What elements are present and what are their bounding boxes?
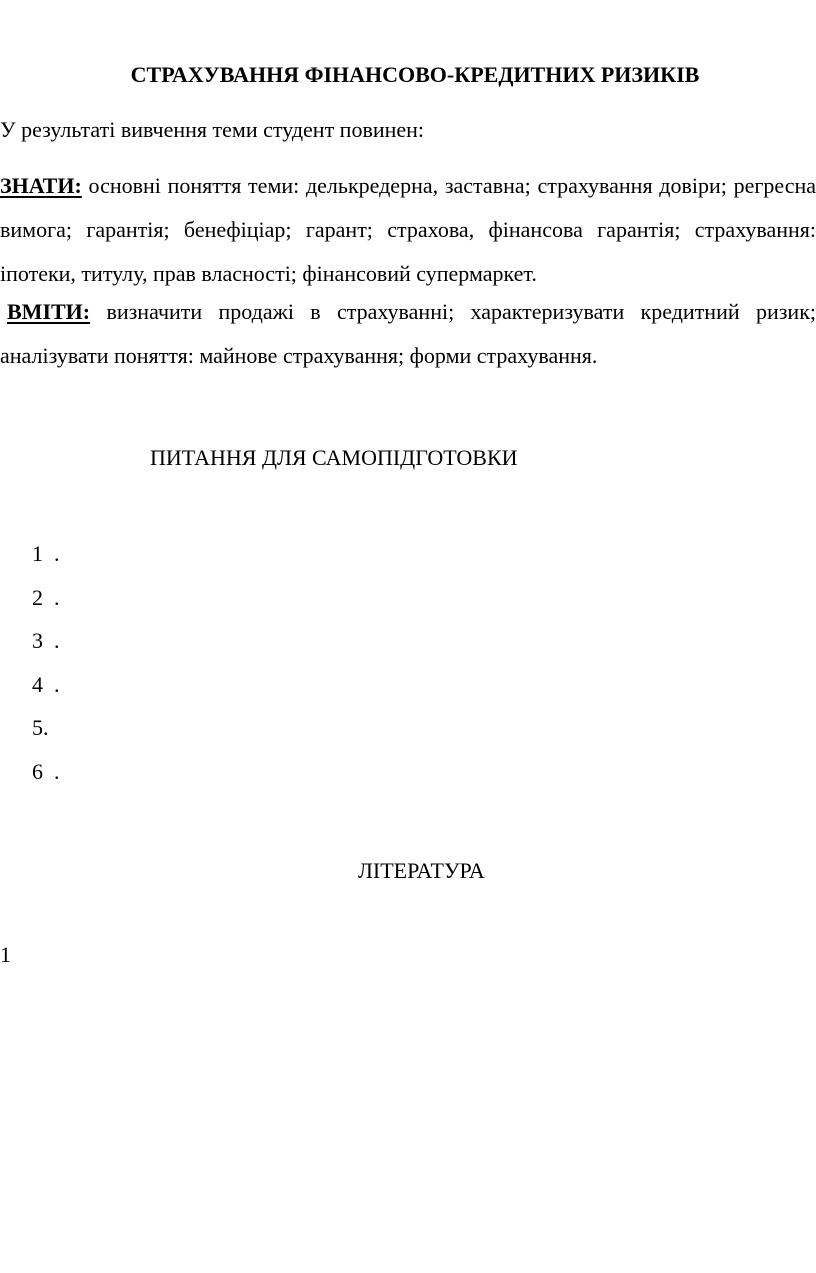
able-text: визначити продажі в страхуванні; характеризувати кредитний ризик; аналізувати поняття: майнове страхування; форми страхування.	[0, 299, 816, 368]
know-paragraph	[0, 164, 816, 296]
able-label: ВМІТИ:	[7, 299, 91, 324]
question-item: 3 .	[32, 628, 60, 654]
questions-heading: ПИТАННЯ ДЛЯ САМОПІДГОТОВКИ	[150, 445, 518, 470]
literature-item: 1	[0, 942, 11, 967]
question-item: 5.	[32, 715, 49, 741]
questions-list	[32, 539, 60, 801]
document-title: СТРАХУВАННЯ ФІНАНСОВО-КРЕДИТНИХ РИЗИКІВ	[130, 62, 700, 87]
able-paragraph	[0, 290, 816, 378]
question-item: 1 .	[32, 541, 60, 566]
know-text: основні поняття теми: делькредерна, заставна; страхування довіри; регресна вимога; гарантія; бенефіціар; гарант; страхова, фінансова гарантія; страхування: іпотеки, титулу, прав власності; фінансовий супермаркет.	[0, 173, 816, 286]
question-item: 6 .	[32, 758, 60, 784]
know-label: ЗНАТИ:	[0, 173, 82, 198]
intro-text: У результаті вивчення теми студент повинен:	[0, 117, 425, 142]
question-item: 2 .	[32, 584, 60, 610]
question-item: 4 .	[32, 671, 60, 697]
literature-heading: ЛІТЕРАТУРА	[358, 858, 485, 883]
